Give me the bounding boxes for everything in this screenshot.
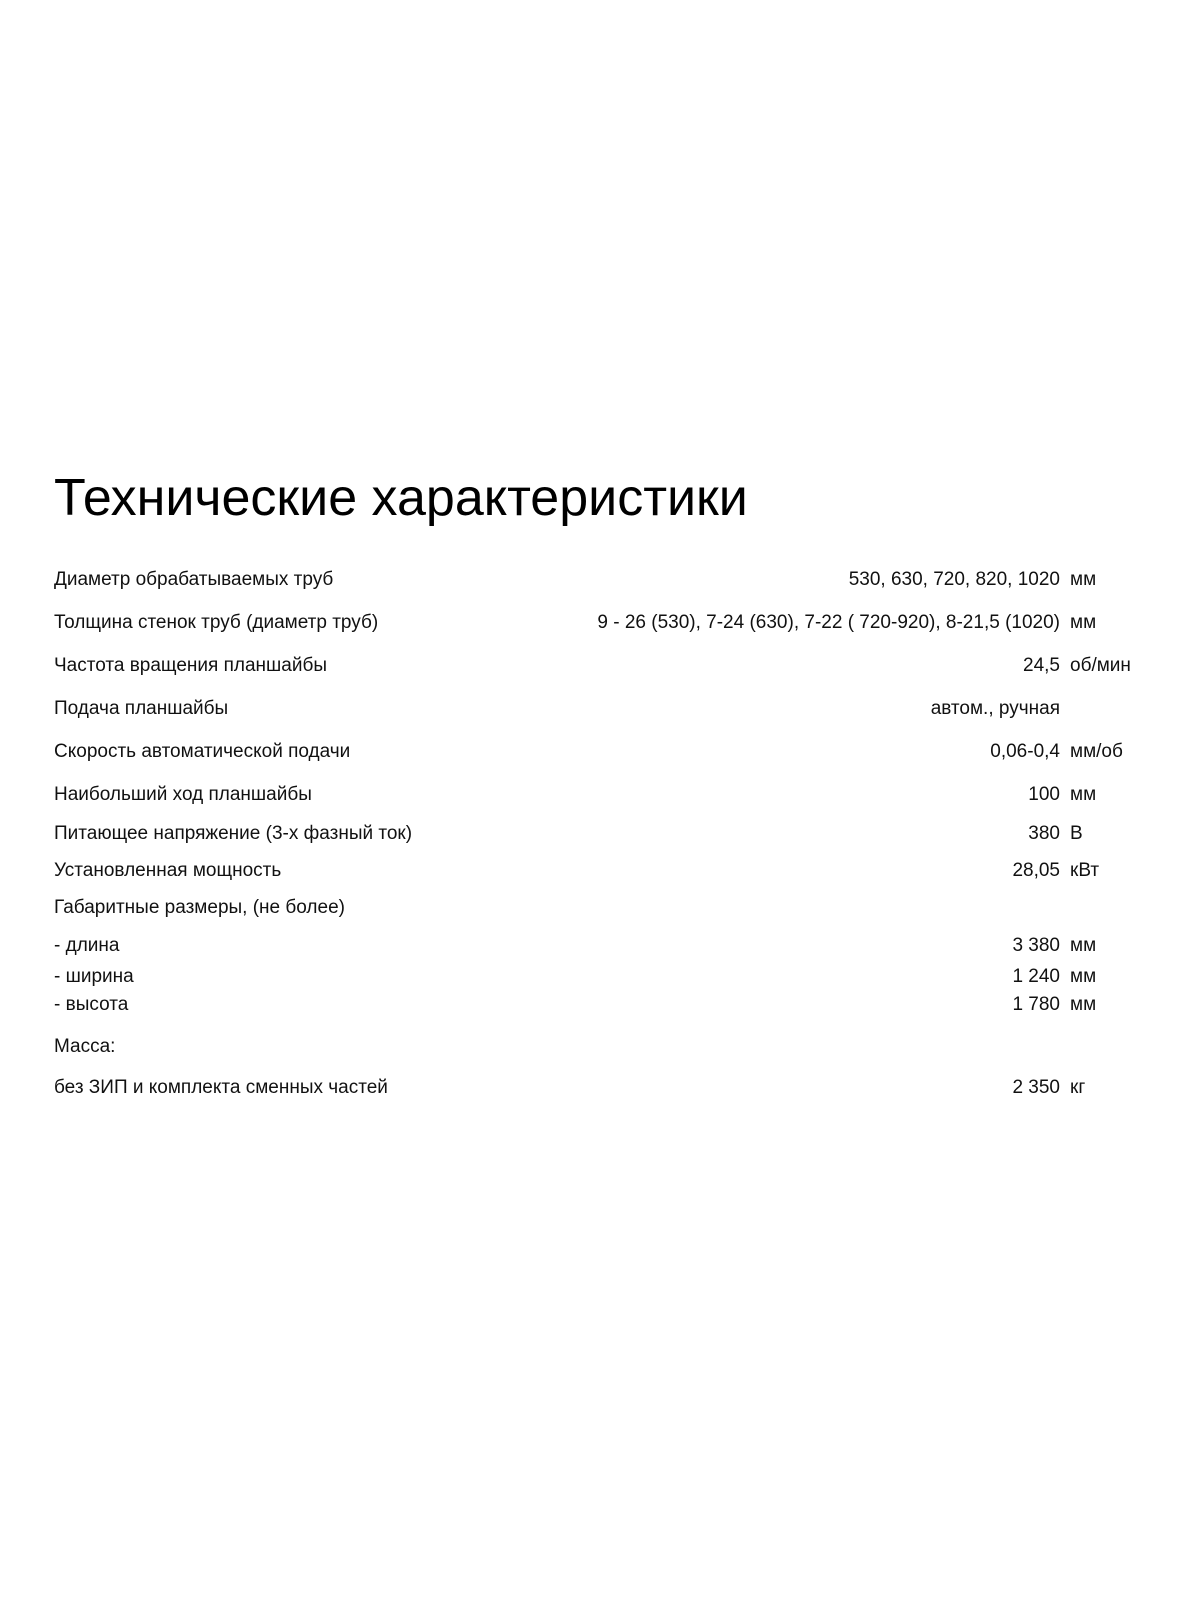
spec-value: 380	[1028, 823, 1060, 844]
spec-row	[54, 858, 1154, 884]
spec-label: Питающее напряжение (3-х фазный ток)	[54, 823, 413, 844]
spec-value: 100	[1028, 784, 1060, 805]
spec-unit: мм	[1070, 935, 1097, 956]
spec-value: 28,05	[1012, 860, 1060, 881]
spec-row	[54, 895, 1154, 921]
spec-label: Скорость автоматической подачи	[54, 741, 351, 762]
spec-unit: кг	[1070, 1077, 1086, 1098]
spec-value: автом., ручная	[930, 698, 1060, 719]
spec-value: 9 - 26 (530), 7-24 (630), 7-22 ( 720-920), 8-21,5 (1020)	[597, 612, 1060, 633]
spec-unit: мм	[1070, 966, 1097, 987]
spec-row	[54, 567, 1154, 593]
spec-label: Установленная мощность	[54, 860, 282, 881]
spec-value: 1 240	[1012, 966, 1060, 987]
spec-table	[54, 0, 1154, 1600]
spec-row	[54, 610, 1154, 636]
spec-label: Наибольший ход планшайбы	[54, 784, 312, 805]
spec-label: Масса:	[54, 1036, 116, 1057]
spec-value: 3 380	[1012, 935, 1060, 956]
spec-unit: В	[1070, 823, 1083, 844]
spec-row	[54, 782, 1154, 808]
spec-row	[54, 739, 1154, 765]
spec-label: Габаритные размеры, (не более)	[54, 897, 345, 918]
spec-row	[54, 821, 1154, 847]
spec-label: Подача планшайбы	[54, 698, 229, 719]
spec-value: 2 350	[1012, 1077, 1060, 1098]
spec-label: без ЗИП и комплекта сменных частей	[54, 1077, 388, 1098]
spec-row	[54, 933, 1154, 959]
spec-label: Частота вращения планшайбы	[54, 655, 327, 676]
spec-label: Диаметр обрабатываемых труб	[54, 569, 334, 590]
spec-unit: мм/об	[1070, 741, 1123, 762]
spec-row	[54, 1075, 1154, 1101]
spec-label: - высота	[54, 994, 129, 1015]
spec-label: - ширина	[54, 966, 134, 987]
spec-unit: об/мин	[1070, 655, 1131, 676]
spec-label: - длина	[54, 935, 120, 956]
spec-unit: кВт	[1070, 860, 1100, 881]
spec-unit: мм	[1070, 569, 1097, 590]
spec-label: Толщина стенок труб (диаметр труб)	[54, 612, 379, 633]
page-title: Технические характеристики	[54, 469, 748, 527]
spec-row	[54, 992, 1154, 1018]
spec-value: 1 780	[1012, 994, 1060, 1015]
spec-value: 24,5	[1023, 655, 1060, 676]
spec-value: 530, 630, 720, 820, 1020	[848, 569, 1060, 590]
spec-value: 0,06-0,4	[990, 741, 1060, 762]
spec-unit: мм	[1070, 612, 1097, 633]
spec-unit: мм	[1070, 994, 1097, 1015]
spec-row	[54, 653, 1154, 679]
spec-unit: мм	[1070, 784, 1097, 805]
spec-row	[54, 964, 1154, 990]
spec-row	[54, 696, 1154, 722]
spec-row	[54, 1034, 1154, 1060]
